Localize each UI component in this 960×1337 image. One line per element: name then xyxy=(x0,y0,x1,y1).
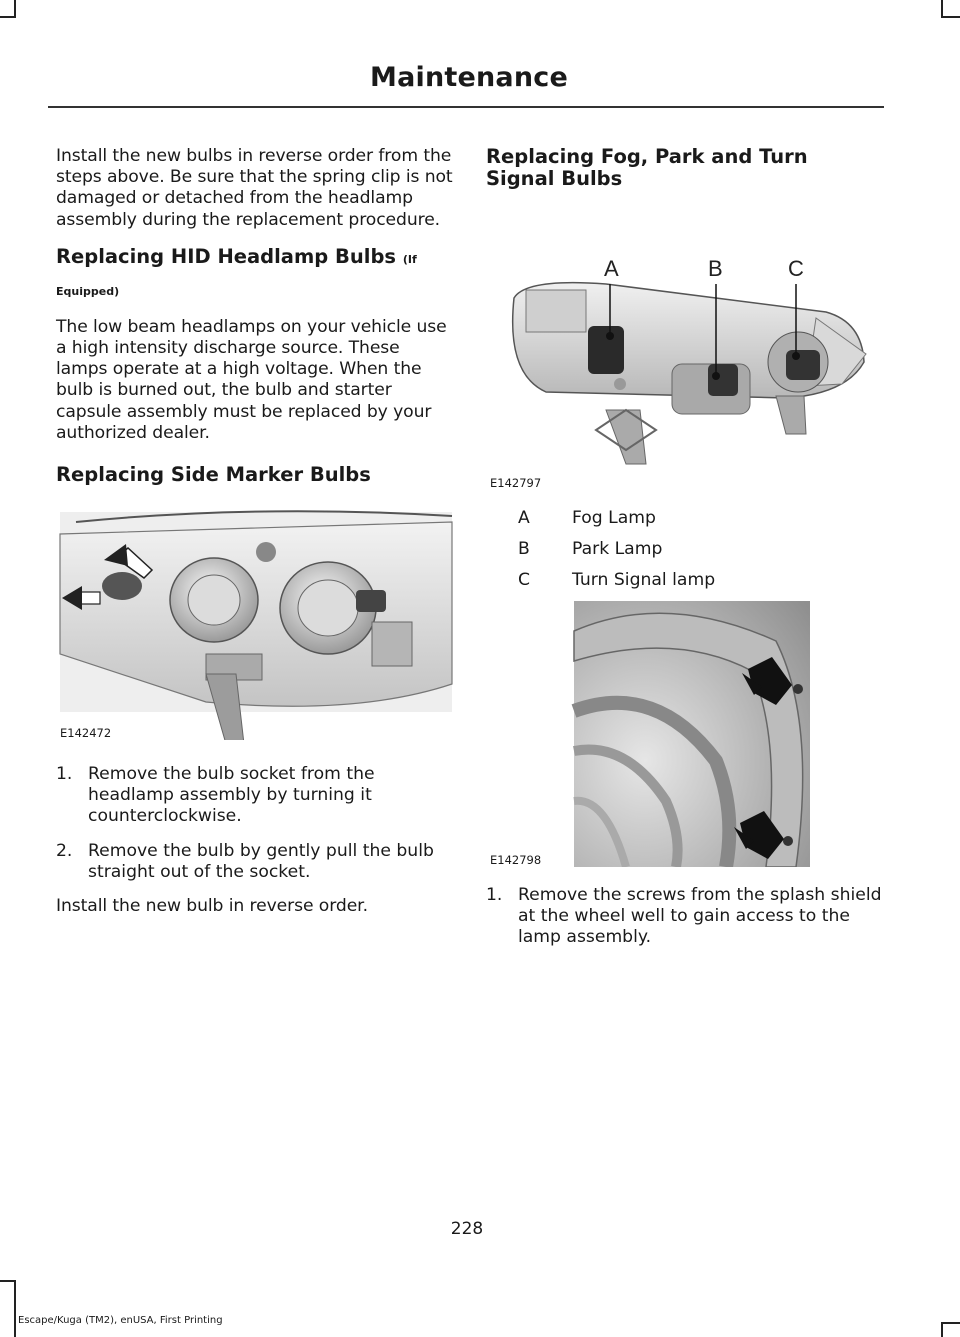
headlamp-rear-illustration xyxy=(56,504,454,740)
legend-row: C Turn Signal lamp xyxy=(518,570,716,590)
lamp-assembly-illustration xyxy=(486,214,884,490)
callout-b: B xyxy=(708,256,723,281)
crop-mark xyxy=(941,16,960,18)
hid-heading-qualifier-2: Equipped) xyxy=(56,284,120,298)
footer-text: Escape/Kuga (TM2), enUSA, First Printing xyxy=(18,1315,223,1326)
left-steps xyxy=(56,764,454,883)
crop-mark xyxy=(941,1322,960,1324)
header-divider xyxy=(48,106,884,108)
figure-code: E142798 xyxy=(490,853,542,867)
crop-mark xyxy=(0,1280,16,1282)
hid-heading-qualifier: (If xyxy=(402,252,417,266)
crop-mark xyxy=(0,16,16,18)
fog-park-turn-heading: Replacing Fog, Park and Turn Signal Bulbs xyxy=(486,145,808,190)
legend-row: B Park Lamp xyxy=(518,539,663,559)
list-item: 1. Remove the screws from the splash shield at the wheel well to gain access to the lamp assembly. xyxy=(486,885,882,948)
page-title: Maintenance xyxy=(370,62,568,93)
side-marker-figure xyxy=(56,504,454,740)
outro-paragraph: Install the new bulb in reverse order. xyxy=(56,896,368,917)
wheel-well-illustration xyxy=(486,601,884,867)
list-item: 2. Remove the bulb by gently pull the bulb straight out of the socket. xyxy=(56,840,434,882)
figure-code: E142797 xyxy=(490,476,542,490)
crop-mark xyxy=(941,1322,943,1337)
list-item: 1. Remove the bulb socket from the headlamp assembly by turning it counterclockwise. xyxy=(56,764,375,827)
hid-heading: Replacing HID Headlamp Bulbs (If Equipped) xyxy=(56,246,454,303)
hid-paragraph: The low beam headlamps on your vehicle use a high intensity discharge source. These lamps operate at a high voltage. When the bulb is burned out, the bulb and starter capsule assembly must be replaced by your authorized dealer. xyxy=(56,316,447,443)
side-marker-heading: Replacing Side Marker Bulbs xyxy=(56,463,371,487)
right-column xyxy=(486,146,884,962)
callout-a: A xyxy=(604,256,619,281)
left-column xyxy=(56,146,454,932)
figure-code: E142472 xyxy=(60,726,112,741)
fog-park-turn-figure xyxy=(486,214,884,490)
callout-legend xyxy=(518,508,884,591)
page-number: 228 xyxy=(450,1219,484,1239)
wheel-well-figure xyxy=(486,601,884,867)
legend-row: A Fog Lamp xyxy=(518,508,656,528)
intro-paragraph: Install the new bulbs in reverse order from the steps above. Be sure that the spring clip is not damaged or detached from the headlamp assembly during the replacement procedure. xyxy=(56,146,453,230)
callout-c: C xyxy=(788,256,804,281)
crop-mark xyxy=(14,1280,16,1337)
right-steps xyxy=(486,885,884,949)
